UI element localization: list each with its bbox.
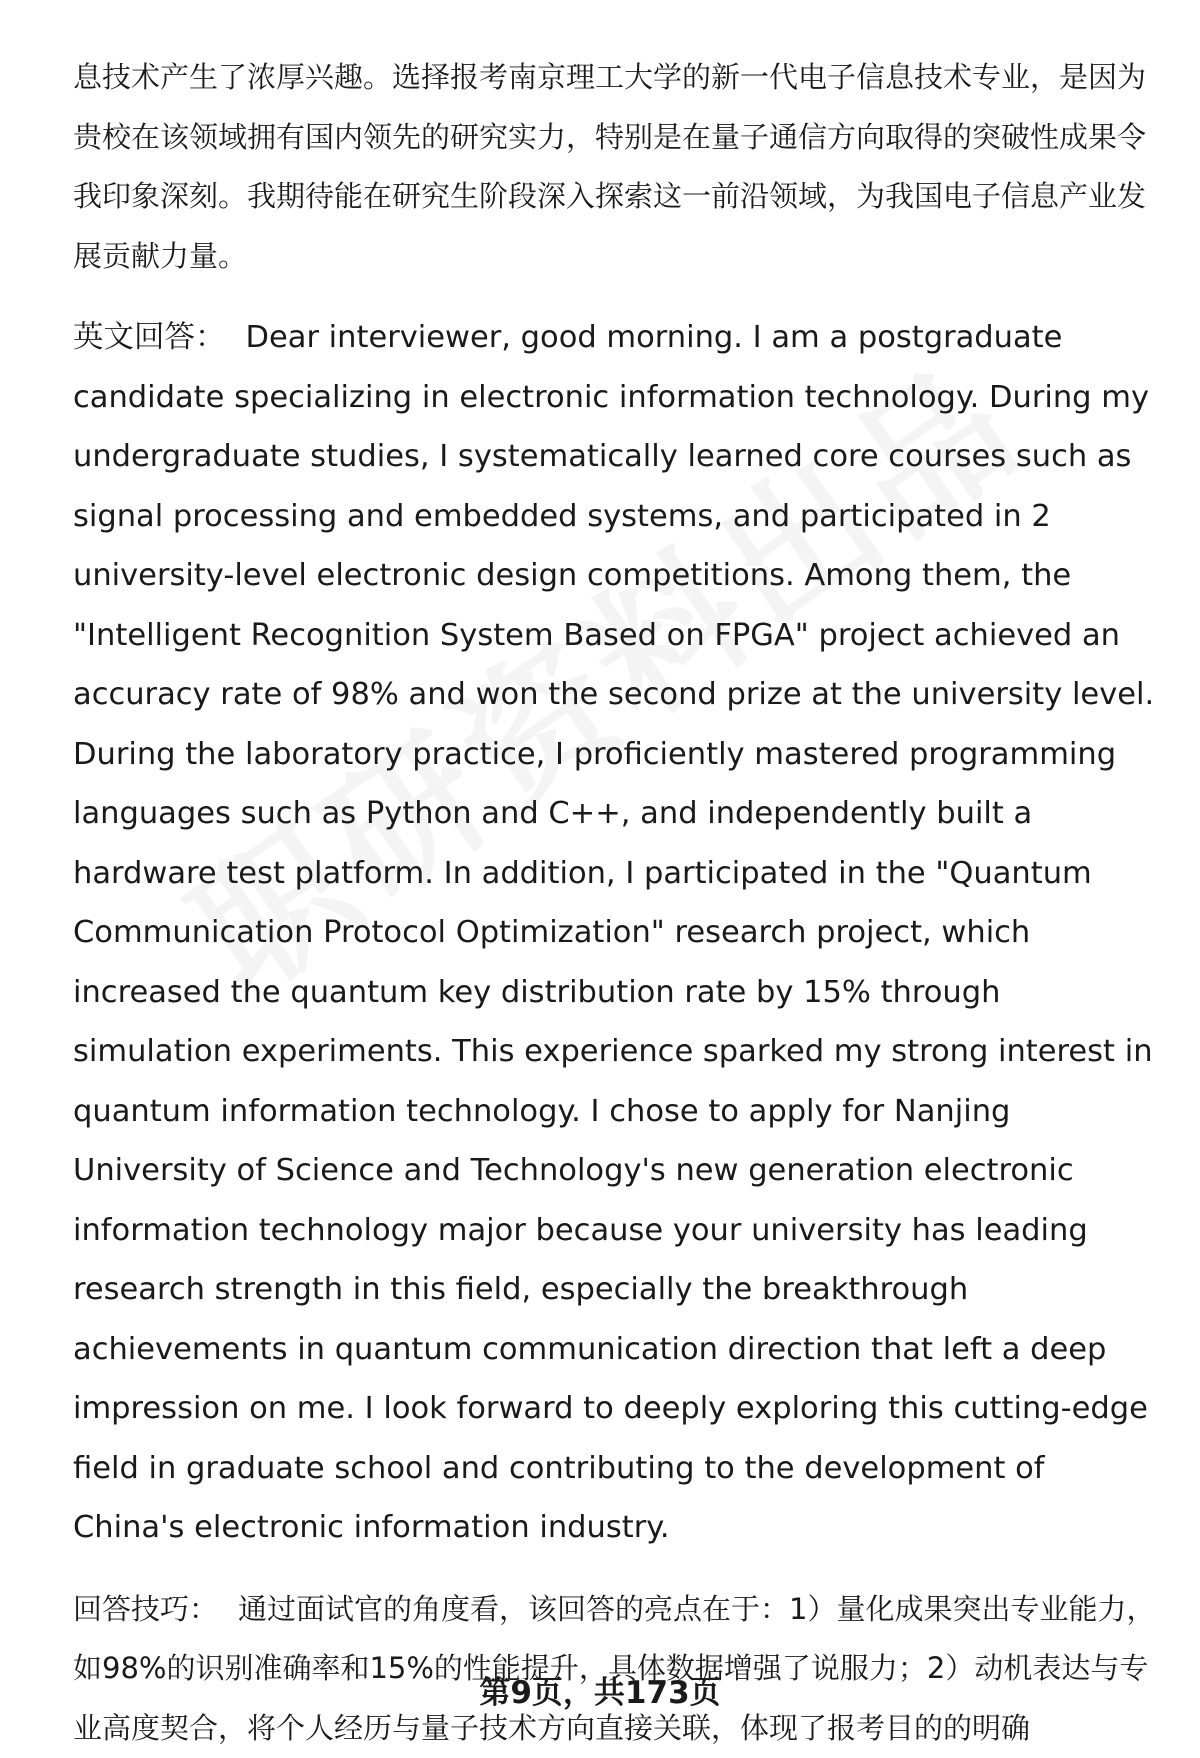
answer-tips-text: 通过面试官的角度看，该回答的亮点在于：1）量化成果突出专业能力，如98%的识别准确率和15%的性能提升，具体数据增强了说服力；2）动机表达与专业高度契合，将个人经历与量子技术方向直接关联，体现了报考目的的明确 [73,1592,1155,1745]
english-answer-label: 英文回答： [73,320,226,355]
english-answer-paragraph [73,308,1163,1558]
english-answer-text: Dear interviewer, good morning. I am a postgraduate candidate specializing in electronic information technology. During my undergraduate studies, I systematically learned core courses such as signal processing and embedded systems, and participated in 2 university-level electronic design competitions. Among them, the "Intelligent Recognition System Based on FPGA" project achieved an accuracy rate of 98% and won the second prize at the university level. During the laboratory practice, I proficiently mastered programming languages such as Python and C++, and independently built a hardware test platform. In addition, I participated in the "Quantum Communication Protocol Optimization" research project, which increased the quantum key distribution rate by 15% through simulation experiments. This experience sparked my strong interest in quantum information technology. I chose to apply for Nanjing University of Science and Technology's new generation electronic information technology major because your university has leading research strength in this field, especially the breakthrough achievements in quantum communication direction that left a deep impression on me. I look forward to deeply exploring this cutting-edge field in graduate school and contributing to the development of China's electronic information industry. [73,320,1154,1545]
answer-tips-label: 回答技巧： [73,1592,218,1626]
page-number-footer: 第9页，共173页 [0,1667,1200,1712]
page-content [73,48,1163,1758]
intro-paragraph: 息技术产生了浓厚兴趣。选择报考南京理工大学的新一代电子信息技术专业，是因为贵校在该领域拥有国内领先的研究实力，特别是在量子通信方向取得的突破性成果令我印象深刻。我期待能在研究生阶段深入探索这一前沿领域，为我国电子信息产业发展贡献力量。 [73,48,1163,286]
